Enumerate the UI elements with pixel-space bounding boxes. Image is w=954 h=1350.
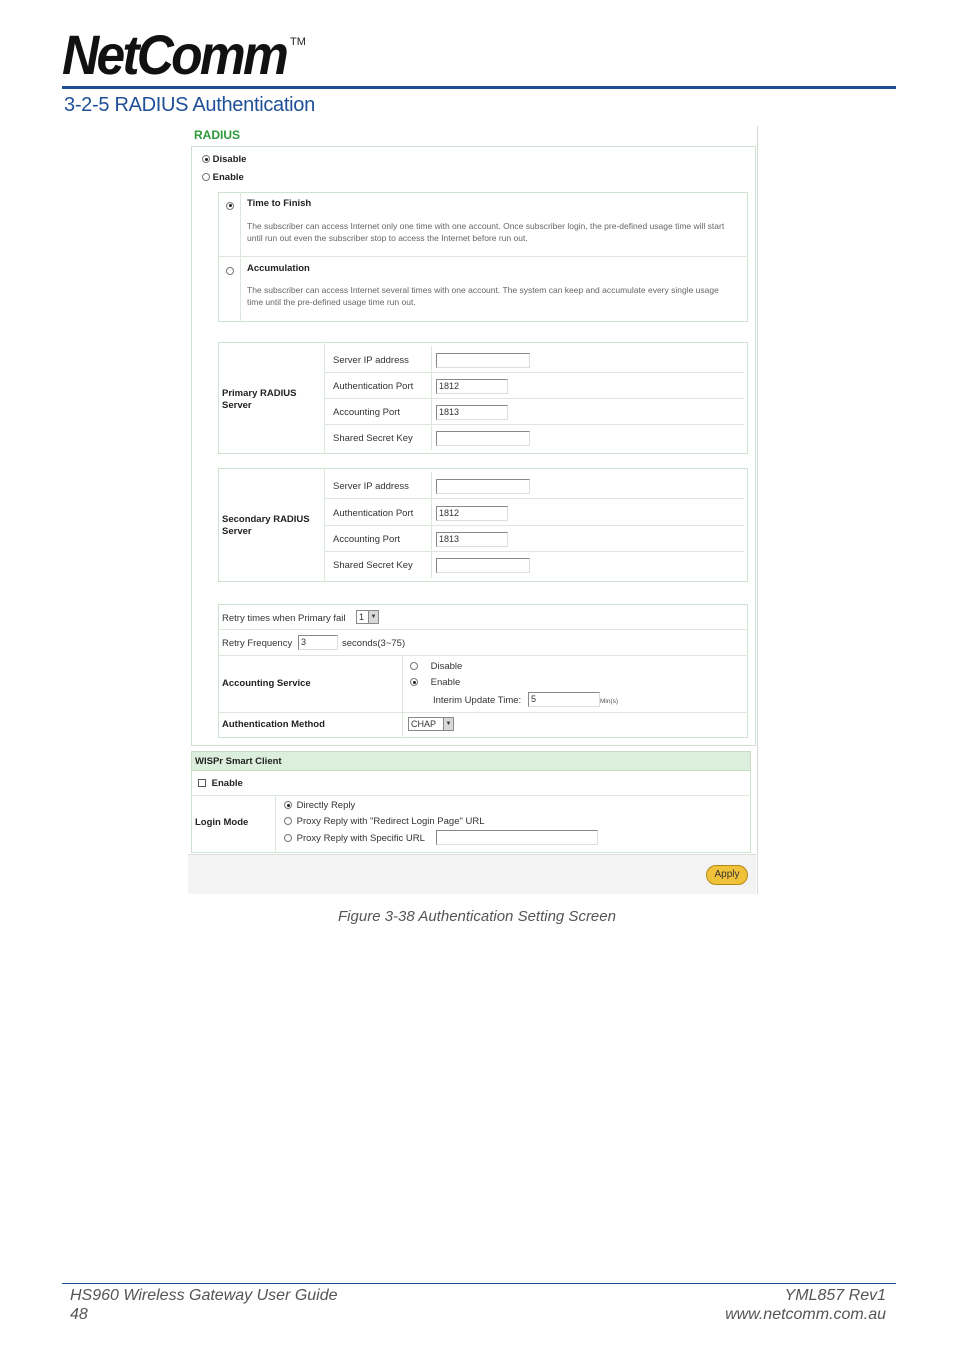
accounting-enable-label: Enable [430,677,461,688]
section-title: 3-2-5 RADIUS Authentication [64,94,315,116]
accounting-service-label: Accounting Service [222,678,311,689]
retry-row-2 [218,655,748,656]
wispr-enable-checkbox[interactable] [198,779,206,787]
secondary-acct-port-input[interactable]: 1813 [436,532,508,547]
accounting-disable-label: Disable [430,661,463,672]
dropdown-arrow-icon: ▼ [443,718,453,730]
accounting-disable-radio[interactable] [410,662,418,670]
radius-disable-radio[interactable] [202,155,210,163]
billing-divider [240,192,241,322]
primary-row-1 [324,372,744,373]
figure-caption: Figure 3-38 Authentication Setting Screen [338,908,616,925]
retry-frequency-input[interactable]: 3 [298,635,338,650]
primary-server-ip-input[interactable] [436,353,530,368]
interim-update-label: Interim Update Time: [433,695,522,706]
login-mode-label: Login Mode [195,817,249,828]
radius-enable-label: Enable [212,172,244,183]
primary-auth-port-input[interactable]: 1812 [436,379,508,394]
footer-website: www.netcomm.com.au [725,1306,886,1323]
time-to-finish-label: Time to Finish [247,198,312,209]
primary-radius-label: Primary RADIUS Server [222,388,297,411]
footer-page-number: 48 [70,1306,88,1323]
secondary-secret-label: Shared Secret Key [333,560,413,571]
secondary-auth-port-input[interactable]: 1812 [436,506,508,521]
primary-acct-port-label: Accounting Port [333,407,401,418]
footer-revision: YML857 Rev1 [784,1287,886,1304]
proxy-redirect-label: Proxy Reply with "Redirect Login Page" URL [296,816,485,827]
specific-url-input[interactable] [436,830,598,845]
retry-times-value: 1 [359,612,365,622]
radius-disable-option[interactable] [202,154,246,165]
secondary-row-2 [324,525,744,526]
directly-reply-option[interactable] [284,800,355,811]
accumulation-desc: The subscriber can access Internet several times with one account. The system can keep and accumulate every single usage time until the pre-defined usage time run out. [247,285,719,307]
accounting-enable-radio[interactable] [410,678,418,686]
accounting-divider [402,655,403,738]
auth-method-select[interactable] [408,717,454,731]
secondary-secret-input[interactable] [436,558,530,573]
primary-server-ip-label: Server IP address [333,355,409,366]
radius-enable-option[interactable] [202,172,244,183]
time-to-finish-radio-wrap[interactable] [226,197,234,215]
accumulation-label: Accumulation [247,263,310,274]
proxy-specific-label: Proxy Reply with Specific URL [296,833,425,844]
accounting-disable-option[interactable] [410,661,462,672]
auth-method-label: Authentication Method [222,719,325,730]
radius-title: RADIUS [194,128,241,142]
wispr-col-divider [275,795,276,853]
directly-reply-radio[interactable] [284,801,292,809]
footer-right [725,1286,886,1324]
proxy-specific-radio[interactable] [284,834,292,842]
radius-enable-radio[interactable] [202,173,210,181]
netcomm-logo [62,23,307,86]
billing-row-divider [218,256,748,257]
retry-frequency-unit: seconds(3~75) [342,638,406,649]
time-to-finish-desc: The subscriber can access Internet only one time with one account. Once subscriber login, the pre-defined usage time will start until run out even the subscriber stop to access the Internet before run out. [247,221,725,243]
accumulation-radio[interactable] [226,267,234,275]
accumulation-radio-wrap[interactable] [226,262,234,280]
interim-update-unit: Min(s) [600,698,619,705]
primary-secret-label: Shared Secret Key [333,433,413,444]
primary-row-3 [324,424,744,425]
directly-reply-label: Directly Reply [296,800,356,811]
secondary-server-ip-input[interactable] [436,479,530,494]
primary-secret-input[interactable] [436,431,530,446]
auth-method-value: CHAP [411,719,437,729]
header-rule [62,86,896,89]
secondary-auth-port-label: Authentication Port [333,508,414,519]
logo-text: NetComm [62,23,286,86]
retry-times-select[interactable] [356,610,379,624]
secondary-row-1 [324,498,744,499]
retry-frequency-label: Retry Frequency [222,638,293,649]
apply-button[interactable]: Apply [706,865,748,885]
radius-settings-screenshot [188,126,758,894]
retry-row-3 [218,712,748,713]
retry-times-label: Retry times when Primary fail [222,613,346,624]
footer-guide-title: HS960 Wireless Gateway User Guide [70,1287,338,1304]
proxy-redirect-option[interactable] [284,816,485,827]
footer-left [70,1286,338,1324]
secondary-server-ip-label: Server IP address [333,481,409,492]
proxy-specific-option[interactable] [284,833,425,844]
secondary-acct-port-label: Accounting Port [333,534,401,545]
retry-accounting-panel [218,604,748,738]
radius-disable-label: Disable [212,154,247,165]
retry-row-1 [218,629,748,630]
primary-acct-port-input[interactable]: 1813 [436,405,508,420]
wispr-enable-label: Enable [211,778,243,789]
time-to-finish-radio[interactable] [226,202,234,210]
wispr-title: WISPr Smart Client [195,756,282,767]
footer-rule [62,1283,896,1284]
logo-trademark: TM [290,36,306,48]
proxy-redirect-radio[interactable] [284,817,292,825]
secondary-radius-label: Secondary RADIUS Server [222,514,310,537]
accounting-enable-option[interactable] [410,677,460,688]
dropdown-arrow-icon: ▼ [368,611,378,623]
apply-bar [188,854,756,894]
primary-row-2 [324,398,744,399]
primary-auth-port-label: Authentication Port [333,381,414,392]
wispr-enable-option[interactable] [198,778,243,789]
interim-update-input[interactable]: 5 [528,692,600,707]
secondary-row-3 [324,551,744,552]
